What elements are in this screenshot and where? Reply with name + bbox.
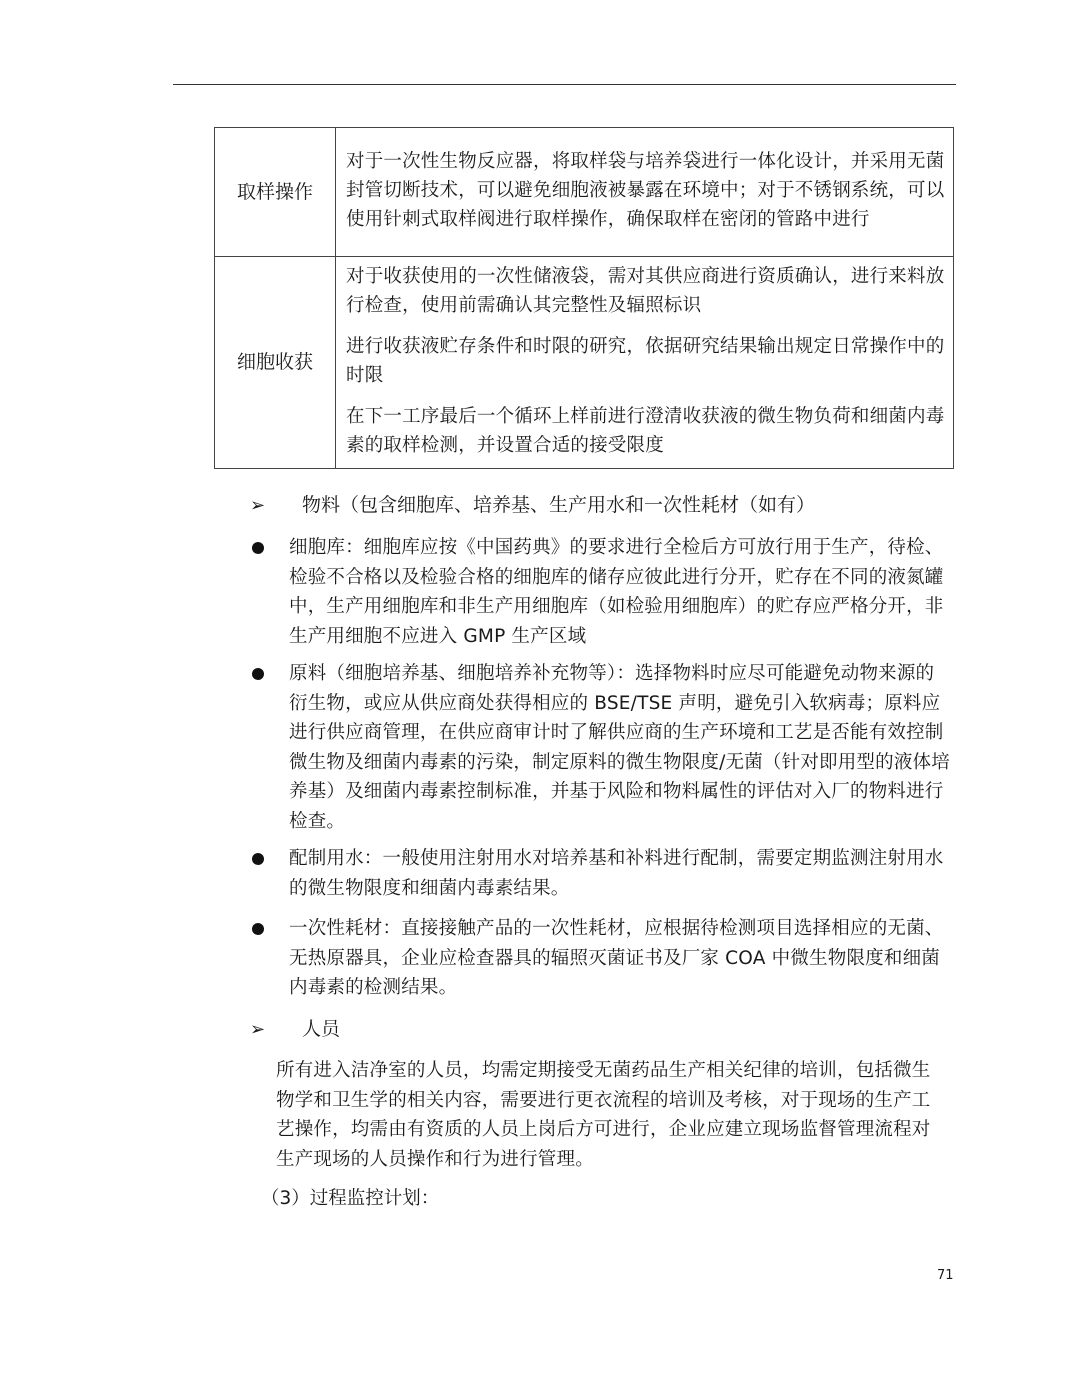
table-paragraph: 进行收获液贮存条件和时限的研究，依据研究结果输出规定日常操作中的时限 <box>346 335 945 386</box>
personnel-paragraph: 所有进入洁净室的人员，均需定期接受无菌药品生产相关纪律的培训，包括微生物学和卫生学的相关内容，需要进行更衣流程的培训及考核，对于现场的生产工艺操作，均需由有资质的人员上岗后方可进行，企业应建立现场监督管理流程对生产现场的人员操作和行为进行管理。 <box>276 1060 931 1170</box>
bullet-text-raw-materials: 原料（细胞培养基、细胞培养补充物等）：选择物料时应尽可能避免动物来源的衍生物，或应从供应商处获得相应的 BSE/TSE 声明，避免引入软病毒；原料应进行供应商管理，在供应商审计时了解供应商的生产环境和工艺是否能有效控制微生物及细菌内毒素的污染，制定原料的微生物限度/无菌（针对即用型的液体培养基）及细菌内毒素控制标准，并基于风险和物料属性的评估对入厂的物料进行检查。 <box>289 663 950 832</box>
list-item <box>250 659 950 836</box>
table-row <box>215 128 954 257</box>
list-item <box>250 914 950 1003</box>
materials-heading-text: 物料（包含细胞库、培养基、生产用水和一次性耗材（如有） <box>302 494 816 516</box>
bullet-dot-icon <box>252 668 264 680</box>
table-paragraph: 对于收获使用的一次性储液袋，需对其供应商进行资质确认，进行来料放行检查，使用前需确认其完整性及辐照标识 <box>346 265 945 316</box>
process-control-table <box>214 127 954 469</box>
bullet-text-water: 配制用水：一般使用注射用水对培养基和补料进行配制，需要定期监测注射用水的微生物限度和细菌内毒素结果。 <box>289 848 944 899</box>
section-subheading: （3）过程监控计划： <box>261 1188 440 1209</box>
bullet-dot-icon <box>252 542 264 554</box>
table-paragraph: 在下一工序最后一个循环上样前进行澄清收获液的微生物负荷和细菌内毒素的取样检测，并设置合适的接受限度 <box>346 405 945 456</box>
arrow-bullet-icon: ➢ <box>250 495 266 516</box>
arrow-bullet-icon: ➢ <box>250 1019 266 1040</box>
bullet-text-consumables: 一次性耗材：直接接触产品的一次性耗材，应根据待检测项目选择相应的无菌、无热原器具，企业应检查器具的辐照灭菌证书及厂家 COA 中微生物限度和细菌内毒素的检测结果。 <box>289 918 944 998</box>
table-row <box>215 257 954 469</box>
table-paragraph: 对于一次性生物反应器，将取样袋与培养袋进行一体化设计，并采用无菌封管切断技术，可以避免细胞液被暴露在环境中；对于不锈钢系统，可以使用针刺式取样阀进行取样操作，确保取样在密闭的管路中进行 <box>346 150 945 230</box>
header-rule <box>173 84 956 85</box>
row-label-harvest: 细胞收获 <box>215 257 336 469</box>
row-content-sampling <box>336 128 954 257</box>
personnel-heading-text: 人员 <box>302 1018 341 1040</box>
row-label-sampling: 取样操作 <box>215 128 336 257</box>
page-number: 71 <box>937 1268 954 1283</box>
materials-heading <box>250 490 815 521</box>
personnel-heading <box>250 1014 340 1045</box>
list-item <box>250 844 950 903</box>
bullet-dot-icon <box>252 853 264 865</box>
bullet-text-cell-bank: 细胞库：细胞库应按《中国药典》的要求进行全检后方可放行用于生产，待检、检验不合格以及检验合格的细胞库的储存应彼此进行分开，贮存在不同的液氮罐中，生产用细胞库和非生产用细胞库（如检验用细胞库）的贮存应严格分开，非生产用细胞不应进入 GMP 生产区域 <box>289 537 944 647</box>
list-item <box>250 533 950 651</box>
row-content-harvest <box>336 257 954 469</box>
bullet-dot-icon <box>252 923 264 935</box>
